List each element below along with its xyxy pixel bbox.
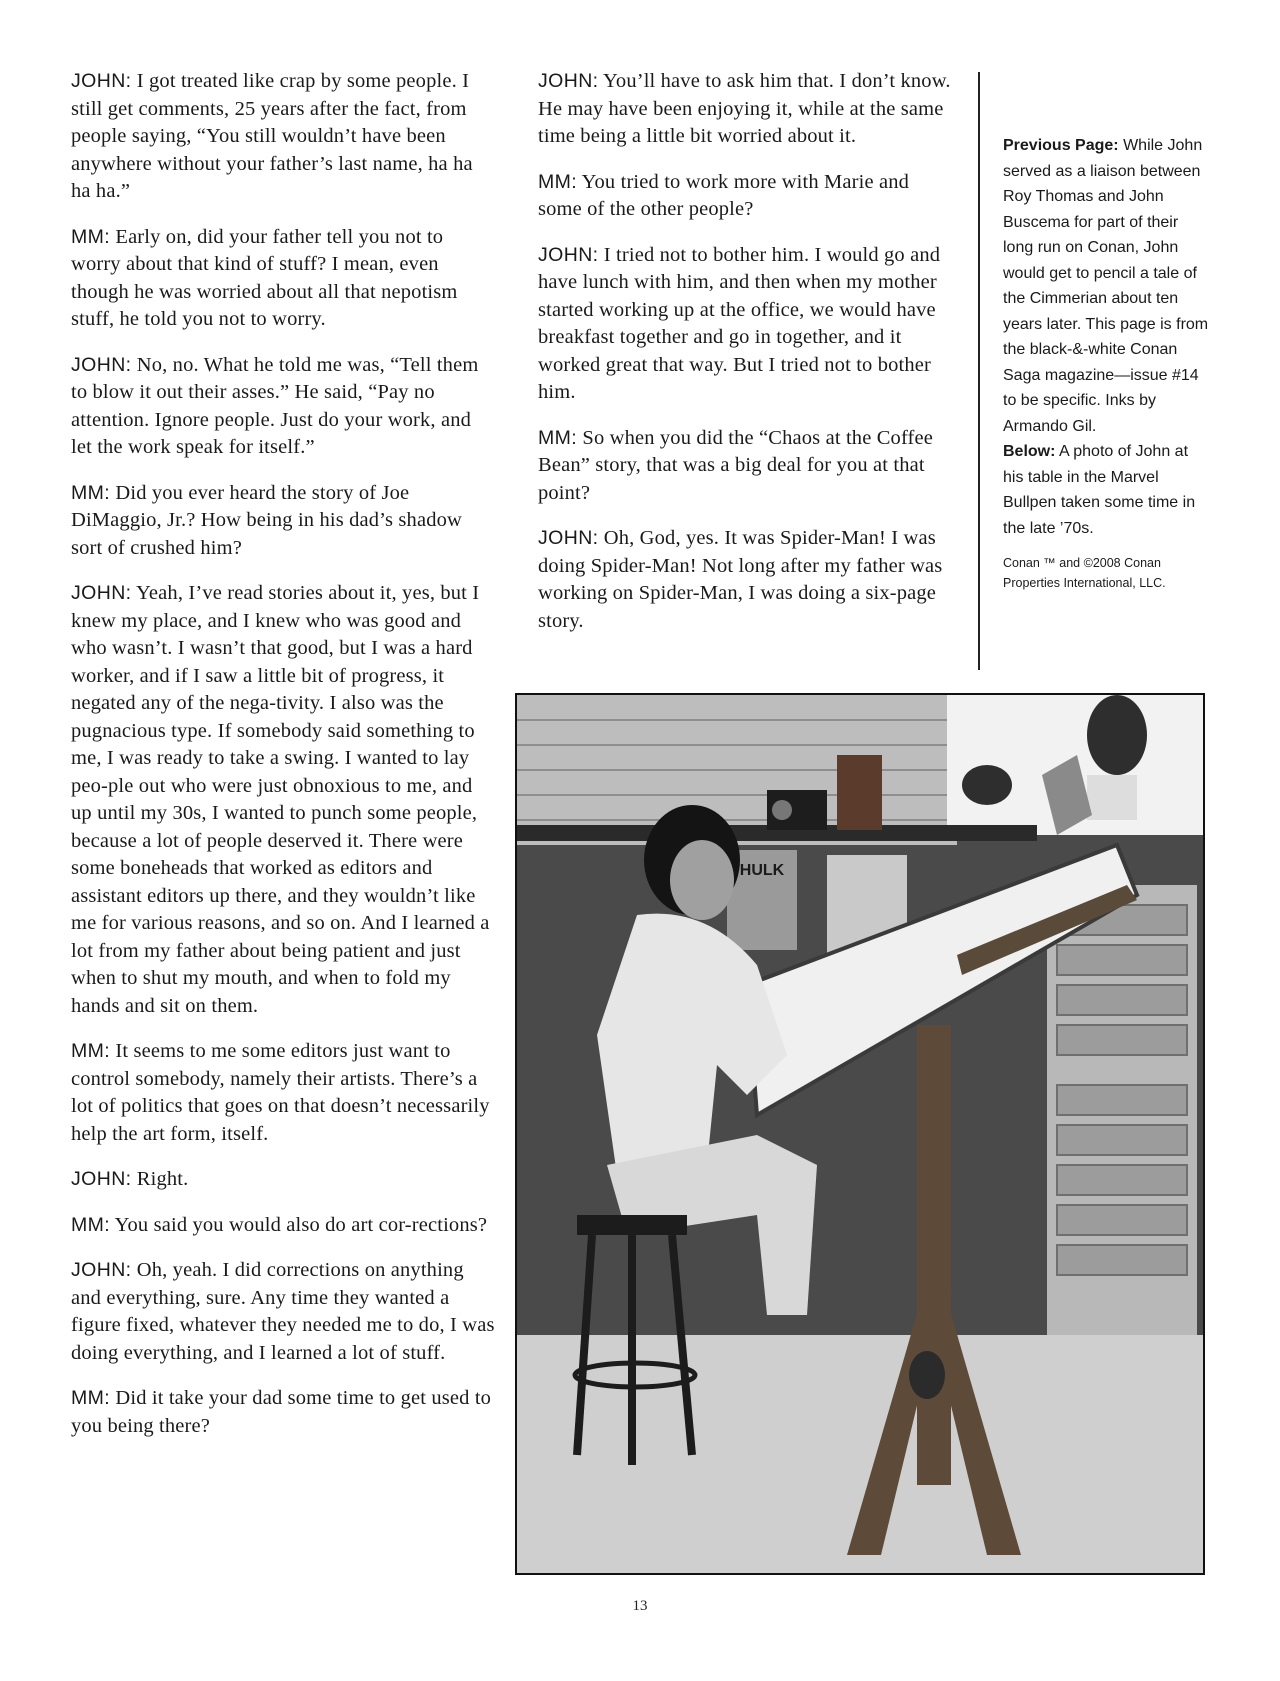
speaker-label: JOHN: <box>538 70 599 92</box>
speaker-label: MM: <box>71 481 111 504</box>
column-divider <box>978 72 980 670</box>
middle-column <box>538 68 958 653</box>
speaker-label: MM: <box>71 225 111 248</box>
flower-pot <box>1087 775 1137 820</box>
left-para-2 <box>71 224 496 334</box>
speaker-label: MM: <box>71 1040 111 1062</box>
mid-para-3-text: I tried not to bother him. I would go and have lunch with him, and then when my mother started working up at the office, we would have breakfast together and go in together, and it worked great that way. But I tried not to bother him. <box>538 243 941 403</box>
speaker-label: JOHN: <box>71 353 132 376</box>
caption-previous-page <box>1003 133 1211 439</box>
caption-text-below: A photo of John at his table in the Marvel Bullpen taken some time in the late ’70s. <box>1003 443 1196 537</box>
copyright-credit: Conan ™ and ©2008 Conan Properties International, LLC. <box>1003 556 1166 590</box>
caption-below <box>1003 439 1211 541</box>
table-knob <box>909 1351 945 1399</box>
speaker-label: JOHN: <box>71 582 132 604</box>
left-para-8-text: You said you would also do art cor-rections? <box>114 1213 488 1236</box>
left-para-7-text: Right. <box>136 1168 189 1190</box>
left-column <box>71 68 496 1458</box>
left-para-9-text: Oh, yeah. I did corrections on anything and everything, sure. Any time they wanted a figure fixed, whatever they needed me to do, I was doing everything, and I learned a lot of stuff. <box>71 1259 495 1364</box>
left-para-2-text: Early on, did your father tell you not to worry about that kind of stuff? I mean, even though he was worried about all that nepotism stuff, he told you not to worry. <box>71 225 458 330</box>
artist-photo <box>515 693 1205 1575</box>
left-para-5 <box>71 580 496 1020</box>
mid-para-4-text: So when you did the “Chaos at the Coffee Bean” story, that was a big deal for you at that point? <box>538 426 934 504</box>
speaker-label: MM: <box>71 1387 111 1409</box>
left-para-8 <box>71 1212 496 1240</box>
speaker-label: JOHN: <box>538 243 599 266</box>
left-para-10 <box>71 1385 496 1440</box>
mid-para-1-text: You’ll have to ask him that. I don’t know. He may have been enjoying it, while at the same time being a little bit worried about it. <box>538 70 951 147</box>
mid-para-3 <box>538 242 958 407</box>
caption-label-below: Below: <box>1003 443 1056 460</box>
speaker-label: MM: <box>71 1213 111 1236</box>
left-para-3 <box>71 352 496 462</box>
mid-para-5-text: Oh, God, yes. It was Spider-Man! I was doing Spider-Man! Not long after my father was working on Spider-Man, I was doing a six-page story. <box>538 527 943 632</box>
left-para-4-text: Did you ever heard the story of Joe DiMaggio, Jr.? How being in his dad’s shadow sort of crushed him? <box>71 481 462 559</box>
person-face <box>670 840 734 920</box>
left-para-5-text: Yeah, I’ve read stories about it, yes, but I knew my place, and I knew who was good and who wasn’t. I wasn’t that good, but I was a hard worker, and if I saw a little bit of progress, it negated any of the nega-tivity. I also was the pugnacious type. If somebody said something to me, I was ready to take a swing. I wanted to lay peo-ple out who were just obnoxious to me, and up until my 30s, I wanted to punch some people, because a lot of people deserved it. There were some boneheads that worked as editors and assistant editors up there, and they wouldn’t like me for various reasons, and so on. And I learned a lot from my father about being patient and just when to shut my mouth, and when to fold my hands and sit on them. <box>71 582 490 1017</box>
speaker-label: JOHN: <box>71 1259 132 1281</box>
stool-seat <box>577 1215 687 1235</box>
left-para-9 <box>71 1257 496 1367</box>
left-para-7 <box>71 1166 496 1194</box>
left-para-1-text: I got treated like crap by some people. I still get comments, 25 years after the fact, from people saying, “You still wouldn’t have been anywhere without your father’s last name, ha ha ha ha.” <box>71 70 473 202</box>
mid-para-2 <box>538 169 958 224</box>
left-para-3-text: No, no. What he told me was, “Tell them to blow it out their asses.” He said, “Pay no attention. Ignore people. Just do your work, and let the work speak for itself.” <box>71 353 479 458</box>
poster-hulk-text: HULK <box>739 862 785 879</box>
cabinet-drawers <box>1057 905 1187 1275</box>
page-number: 13 <box>632 1598 648 1614</box>
mid-para-5 <box>538 525 958 635</box>
mid-para-1 <box>538 68 958 151</box>
speaker-label: JOHN: <box>538 527 599 549</box>
left-para-6 <box>71 1038 496 1148</box>
speaker-label: MM: <box>538 426 578 449</box>
left-para-1 <box>71 68 496 206</box>
mid-para-4 <box>538 425 958 508</box>
speaker-label: JOHN: <box>71 1168 132 1190</box>
puppet-figure <box>837 755 882 830</box>
speaker-label: MM: <box>538 170 578 193</box>
speaker-label: JOHN: <box>71 70 132 92</box>
caption-text-previous: While John served as a liaison between Roy Thomas and John Buscema for part of their long run on Conan, John would get to pencil a tale of the Cimmerian about ten years later. This page is from the black-&-white Conan Saga magazine—issue #14 to be specific. Inks by Armando Gil. <box>1003 137 1209 435</box>
left-para-10-text: Did it take your dad some time to get used to you being there? <box>71 1387 492 1437</box>
left-para-4 <box>71 480 496 563</box>
photo-caption-sidebar <box>1003 133 1211 593</box>
mid-para-2-text: You tried to work more with Marie and some of the other people? <box>538 170 910 220</box>
caption-label-previous: Previous Page: <box>1003 137 1119 154</box>
artist-photo-illustration <box>517 695 1203 1573</box>
left-para-6-text: It seems to me some editors just want to control somebody, namely their artists. There’s a lot of politics that goes on that doesn’t necessarily help the art form, itself. <box>71 1040 490 1145</box>
